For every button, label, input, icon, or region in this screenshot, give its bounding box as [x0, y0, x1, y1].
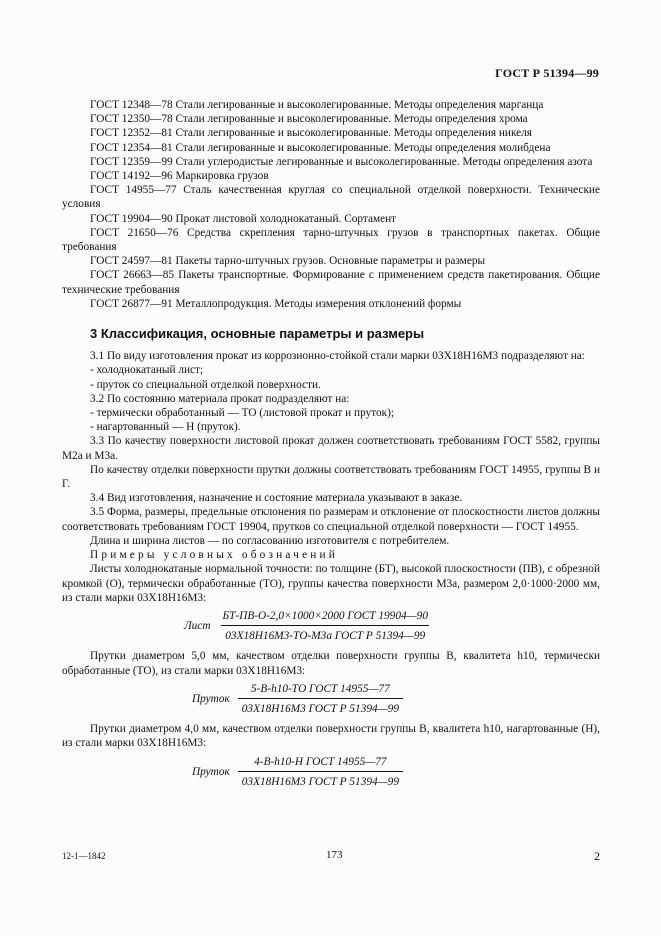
example-3-designation	[192, 755, 600, 789]
designation-numerator: 5-В-h10-ТО ГОСТ 14955—77	[251, 682, 390, 695]
sheet-number: 2	[594, 849, 600, 863]
ref-item: ГОСТ 12352—81 Стали легированные и высоколегированные. Методы определения никеля	[90, 127, 532, 140]
designation-denominator: 03Х18Н16М3 ГОСТ Р 51394—99	[238, 771, 403, 789]
paragraph: - пруток со специальной отделкой поверхности.	[90, 378, 321, 391]
paragraph: 3.1 По виду изготовления прокат из коррозионно-стойкой стали марки 03Х18Н16М3 подразделяют на:	[90, 350, 585, 363]
designation-numerator: БТ-ПВ-О-2,0×1000×2000 ГОСТ 19904—90	[222, 609, 428, 622]
normative-references-list	[62, 98, 600, 311]
paragraph: 3.5 Форма, размеры, предельные отклонения по размерам и отклонение от плоскостности листов должны соответствовать требованиям ГОСТ 19904, прутков со специальной отделкой поверхности — ГОСТ 14955.	[62, 506, 600, 533]
designation-denominator: 03Х18Н16М3-ТО-М3а ГОСТ Р 51394—99	[221, 625, 429, 643]
paragraph: - нагартованный — Н (пруток).	[90, 421, 241, 434]
designation-fraction	[218, 609, 432, 643]
ref-item: ГОСТ 12354—81 Стали легированные и высоколегированные. Методы определения молибдена	[90, 141, 551, 154]
ref-item: ГОСТ 12359—99 Стали углеродистые легированные и высоколегированные. Методы определения азота	[90, 155, 593, 168]
paragraph: - термически обработанный — ТО (листовой прокат и пруток);	[90, 407, 395, 420]
ref-item: ГОСТ 21650—76 Средства скрепления тарно-штучных грузов в транспортных пакетах. Общие требования	[62, 226, 600, 254]
designation-denominator: 03Х18Н16М3 ГОСТ Р 51394—99	[238, 698, 403, 716]
designation-label: Пруток	[192, 765, 230, 778]
ref-item: ГОСТ 12348—78 Стали легированные и высоколегированные. Методы определения марганца	[90, 99, 544, 111]
ref-item: ГОСТ 19904—90 Прокат листовой холоднокатаный. Сортамент	[90, 212, 397, 225]
example-2-designation	[192, 682, 600, 716]
section-heading: 3 Классификация, основные параметры и размеры	[90, 326, 425, 342]
page-number: 173	[326, 849, 343, 861]
ref-item: ГОСТ 26877—91 Металлопродукция. Методы измерения отклонений формы	[90, 297, 462, 310]
section-body	[62, 349, 600, 789]
paragraph: По качеству отделки поверхности прутки должны соответствовать требованиям ГОСТ 14955, группы В и Г.	[62, 463, 600, 491]
designation-fraction	[238, 755, 403, 789]
ref-item: ГОСТ 24597—81 Пакеты тарно-штучных грузов. Основные параметры и размеры	[90, 255, 486, 268]
designation-fraction	[238, 682, 403, 716]
paragraph: 3.2 По состоянию материала прокат подразделяют на:	[90, 392, 350, 405]
ref-item: ГОСТ 12350—78 Стали легированные и высоколегированные. Методы определения хрома	[90, 113, 528, 126]
ref-item: ГОСТ 14192—96 Маркировка грузов	[90, 170, 269, 183]
designation-label: Пруток	[192, 692, 230, 705]
example-1-designation	[184, 609, 600, 643]
paragraph: 3.3 По качеству поверхности листовой прокат должен соответствовать требованиям ГОСТ 5582, группы М2а и М3а.	[62, 435, 600, 462]
print-code: 12-1—1842	[62, 851, 106, 861]
example-1-text: Листы холоднокатаные нормальной точности: по толщине (БТ), высокой плоскостности (ПВ), с обрезной кромкой (О), термически обработанные (ТО), группы качества поверхности М3а, размером 2,0·1000·2000 мм, из стали марки 03Х18Н16М3:	[62, 563, 600, 604]
paragraph: 3.4 Вид изготовления, назначение и состояние материала указывают в заказе.	[90, 492, 463, 505]
example-2-text: Прутки диаметром 5,0 мм, качеством отделки поверхности группы В, квалитета h10, термически обработанные (ТО), из стали марки 03Х18Н16М3:	[62, 650, 600, 677]
paragraph: Длина и ширина листов — по согласованию изготовителя с потребителем.	[90, 534, 450, 547]
ref-item: ГОСТ 14955—77 Сталь качественная круглая со специальной отделкой поверхности. Технические условия	[62, 184, 600, 211]
paragraph: - холоднокатаный лист;	[90, 364, 204, 377]
ref-item: ГОСТ 26663—85 Пакеты транспортные. Формирование с применением средств пакетирования. Общие технические требования	[62, 269, 600, 296]
examples-heading: Примеры условных обозначений	[90, 549, 339, 562]
designation-label: Лист	[184, 620, 211, 632]
designation-numerator: 4-В-h10-Н ГОСТ 14955—77	[254, 755, 387, 768]
page-footer	[62, 849, 600, 865]
page-body	[62, 98, 600, 795]
standard-header: ГОСТ Р 51394—99	[495, 66, 599, 80]
example-3-text: Прутки диаметром 4,0 мм, качеством отделки поверхности группы В, квалитета h10, нагартованные (Н), из стали марки 03Х18Н16М3:	[62, 723, 600, 750]
